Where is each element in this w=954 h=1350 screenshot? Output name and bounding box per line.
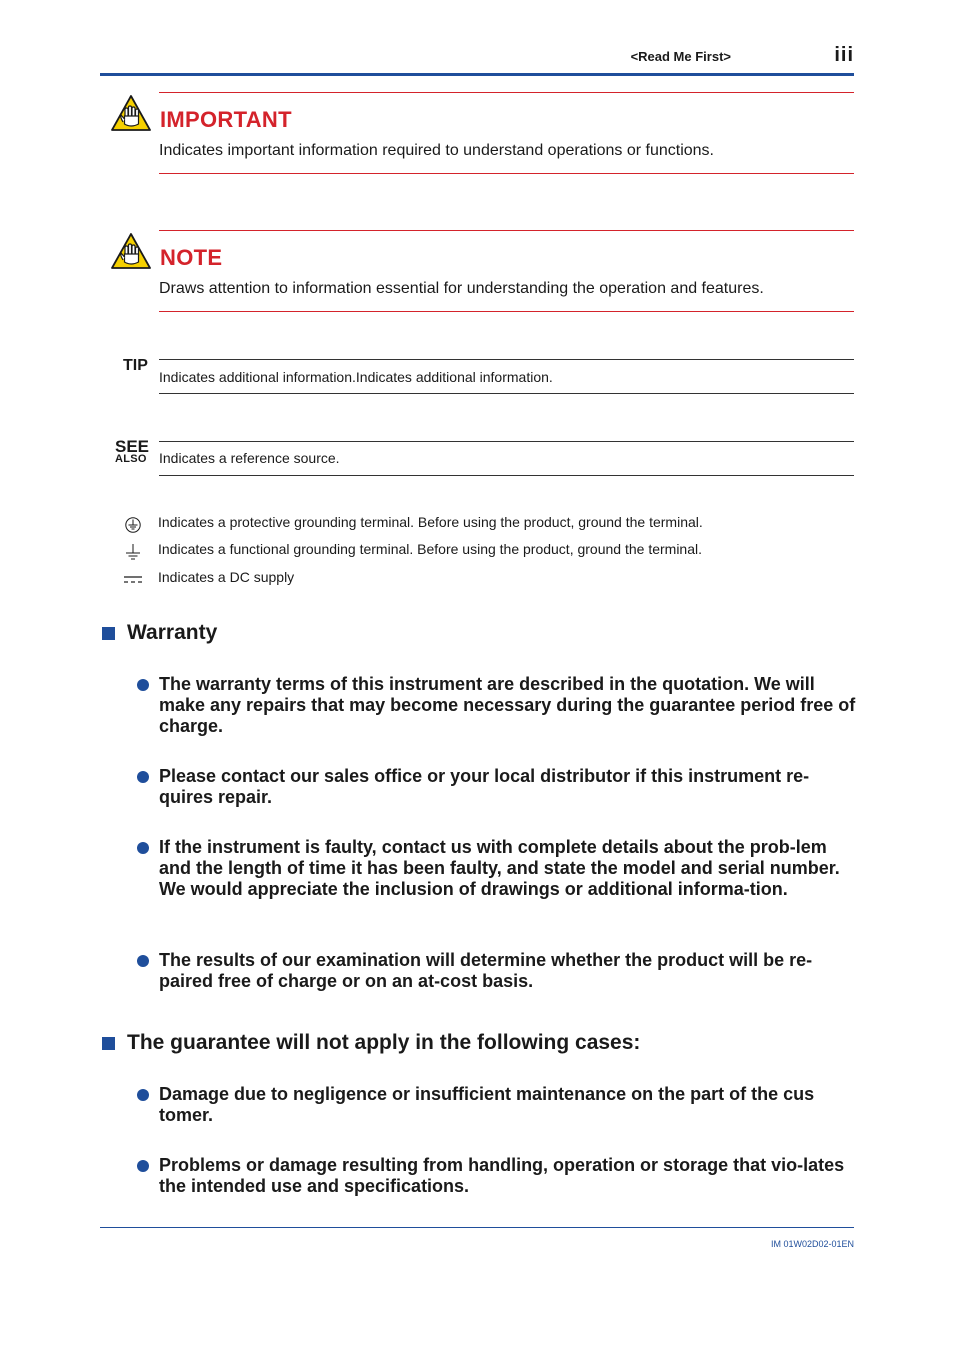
header-section-title: <Read Me First>	[630, 49, 731, 64]
exclusion-item-1: Damage due to negligence or insufficient maintenance on the part of the cus tomer.	[159, 1084, 815, 1125]
protective-ground-text: Indicates a protective grounding terminal. Before using the product, ground the terminal.	[158, 514, 703, 530]
see-also-bottom-rule	[159, 475, 854, 476]
warranty-item-2: Please contact our sales office or your local distributor if this instrument re-quires repair.	[159, 766, 810, 807]
caution-hand-icon	[110, 94, 152, 132]
warranty-heading-marker	[102, 627, 115, 640]
bullet-marker	[137, 771, 149, 783]
important-bottom-rule	[159, 173, 854, 174]
bullet-marker	[137, 1089, 149, 1101]
note-title: NOTE	[160, 245, 223, 270]
warranty-item-1: The warranty terms of this instrument are described in the quotation. We will make any repairs that may become necessary during the guarantee period free of charge.	[159, 674, 856, 736]
functional-ground-icon	[123, 543, 143, 561]
exclusion-item-2: Problems or damage resulting from handling, operation or storage that vio-lates the intended use and specifications.	[159, 1155, 845, 1196]
footer-rule	[100, 1227, 854, 1228]
bullet-marker	[137, 955, 149, 967]
warranty-item-4: The results of our examination will determine whether the product will be re-paired free of charge or on an at-cost basis.	[159, 950, 813, 991]
see-also-top-rule	[159, 441, 854, 442]
important-top-rule	[159, 92, 854, 93]
dc-supply-icon	[123, 571, 143, 589]
exclusions-heading-marker	[102, 1037, 115, 1050]
page-number: iii	[834, 44, 854, 66]
protective-ground-icon	[123, 516, 143, 534]
footer-doc-id: IM 01W02D02-01EN	[770, 1239, 854, 1249]
bullet-marker	[137, 842, 149, 854]
tip-text: Indicates additional information.Indicates additional information.	[159, 369, 553, 385]
important-title: IMPORTANT	[160, 107, 292, 132]
bullet-marker	[137, 1160, 149, 1172]
see-also-label-top: SEE	[115, 437, 150, 456]
caution-hand-icon	[110, 232, 152, 270]
see-also-label-bottom: ALSO	[115, 453, 147, 465]
warranty-heading: Warranty	[127, 621, 218, 644]
note-top-rule	[159, 230, 854, 231]
dc-supply-text: Indicates a DC supply	[158, 569, 295, 585]
see-also-label	[115, 439, 149, 465]
warranty-item-3: If the instrument is faulty, contact us with complete details about the prob-lem and the length of time it has been faulty, and state the model and serial number. We would appreciate the inclusion of drawings or additional informa-tion.	[159, 837, 840, 899]
see-also-text: Indicates a reference source.	[159, 450, 340, 466]
note-text: Draws attention to information essential for understanding the operation and features.	[159, 280, 764, 297]
header-rule	[100, 73, 854, 76]
tip-bottom-rule	[159, 393, 854, 394]
functional-ground-text: Indicates a functional grounding terminal. Before using the product, ground the terminal.	[158, 541, 702, 557]
important-text: Indicates important information required to understand operations or functions.	[159, 142, 714, 159]
note-bottom-rule	[159, 311, 854, 312]
tip-label: TIP	[123, 357, 148, 374]
tip-top-rule	[159, 359, 854, 360]
exclusions-heading: The guarantee will not apply in the following cases:	[127, 1031, 641, 1054]
bullet-marker	[137, 679, 149, 691]
